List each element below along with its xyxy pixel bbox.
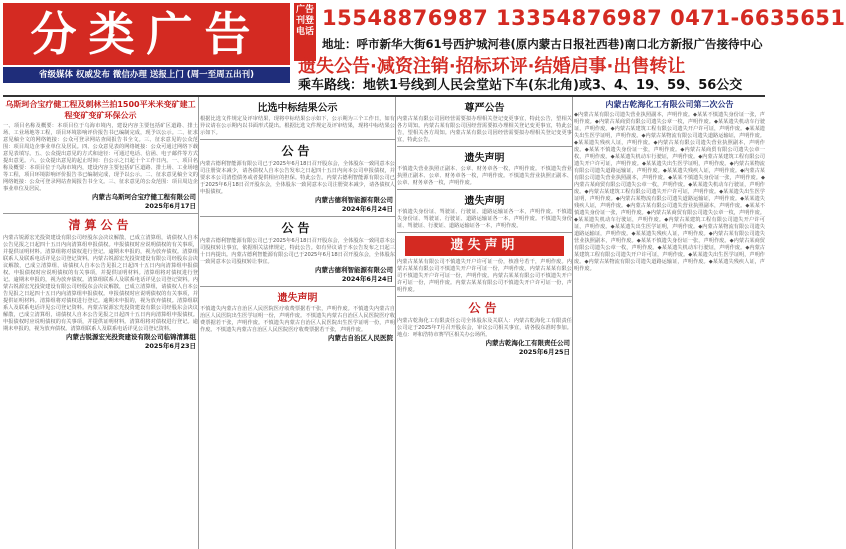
notice-title-banner: 遗失声明 — [405, 236, 564, 256]
notice-title: 清算公告 — [68, 218, 133, 232]
notice-signature-company: 内蒙古德利智能源有限公司 — [315, 196, 393, 204]
notice-signature-company: 内蒙古自治区人民医院 — [328, 334, 393, 342]
notice-signature-company: 内蒙古乾海化工有限责任公司 — [485, 339, 570, 347]
notice-title: 遗失声明 — [464, 153, 505, 164]
divider — [397, 189, 572, 190]
service-categories: 遗失公告·减资注销·招标环评·结婚启事·出售转让 — [298, 56, 686, 77]
divider — [397, 232, 572, 233]
notice-signature-company: 内蒙古乌斯珂合宝疗健工程有限公司 — [92, 193, 196, 201]
notice-title: 遗失声明 — [464, 196, 505, 207]
notice-signature-date: 2025年6月25日 — [518, 348, 570, 356]
notice-title: 公告 — [468, 301, 501, 315]
column-4 — [574, 97, 765, 549]
notice-signature-date: 2024年6月24日 — [341, 275, 393, 283]
brand-slogan: 省级媒体 权威发布 微信办理 送报上门 (周一至周五出刊) — [3, 67, 290, 83]
notice-title: 乌斯珂合宝疗健工程及刺林兰拍1500平米米变矿建工程变矿变矿环保公示 — [5, 100, 196, 120]
notice-body: 根据比选文件规定及评审结果，现将中标结果公示如下，公示期为三个工作日，如有异议请在公示期内以书面形式提出。根据比选文件规定及评审结果，现将中标结果公示如下。 — [200, 116, 395, 136]
notice-title: 公告 — [281, 144, 314, 158]
classified-columns — [3, 95, 765, 547]
notice-body: 内蒙古德利智能源有限公司已于2025年6月18日召开股东会，全体股东一致同意本公司股权转让事宜，依据相关法律规定，特此公告。如有异议请于本公告发布之日起三十日内提出。内蒙古德利智能源有限公司已于2025年6月18日召开股东会，全体股东一致同意本公司股权转让事宜。 — [200, 238, 395, 265]
contact-tag: 广告刊登电话 — [294, 3, 316, 61]
notice-title: 尊严公告 — [464, 103, 505, 114]
divider — [397, 296, 572, 297]
notice-title: 遗失声明 — [277, 293, 318, 304]
notice-title: 内蒙古乾海化工有限公司第二次公告 — [605, 100, 734, 109]
notice-body: 不慎遗失身份证、驾驶证、行驶证、道路运输证各一本，声明作废。不慎遗失身份证、驾驶证、行驶证、道路运输证各一本，声明作废。不慎遗失身份证、驾驶证、行驶证、道路运输证各一本，声明作废。 — [397, 209, 572, 229]
notice-body: 不慎遗失营业执照正副本、公章、财务章各一枚，声明作废。不慎遗失营业执照正副本、公章、财务章各一枚，声明作废。不慎遗失营业执照正副本、公章、财务章各一枚，声明作废。 — [397, 166, 572, 186]
divider — [3, 213, 198, 214]
notice-signature-company: 内蒙古德利智能源有限公司 — [315, 266, 393, 274]
notice-body: 内蒙古某有限公司因经营需要拟办理相关登记变更事宜，特此公告，望相关各方周知。内蒙古某有限公司因经营需要拟办理相关登记变更事宜，特此公告，望相关各方周知。内蒙古某有限公司因经营需要拟办理相关登记变更事宜，特此公告。 — [397, 116, 572, 143]
divider — [397, 146, 572, 147]
column-1 — [3, 97, 199, 549]
divider — [200, 216, 395, 217]
notice-title: 公告 — [281, 221, 314, 235]
notice-body: 内蒙古乾海化工有限责任公司全体股东及关联人：内蒙古乾海化工有限责任公司定于2025年7月召开股东会，审议公司相关事宜，请各股东准时参加。地点：呼和浩特市赛罕区相关办公场所。 — [397, 318, 572, 338]
transit-directions: 乘车路线：地铁1号线到人民会堂站下车(东北角)或3、4、19、59、56公交 — [298, 78, 743, 93]
notice-body: 内蒙古某某有限公司不慎遗失开户许可证一份，核准号若干，声明作废。内蒙古某某有限公司不慎遗失开户许可证一份，声明作废。内蒙古某某有限公司不慎遗失开户许可证一份，声明作废。内蒙古某某有限公司不慎遗失开户许可证一份，声明作废。内蒙古某某有限公司不慎遗失开户许可证一份，声明作废。 — [397, 259, 572, 293]
notice-body: 内蒙古德利智能源有限公司已于2025年6月18日召开股东会，全体股东一致同意本公司注册资本减少，请各债权人自本公告发布之日起四十五日内向本公司申报债权，并要求本公司清偿债务或者提供相应的担保。特此公告。内蒙古德利智能源有限公司已于2025年6月18日召开股东会，全体股东一致同意本公司注册资本减少，请各债权人申报债权。 — [200, 161, 395, 195]
notice-signature-company: 内蒙古锐源宏光投资建设有限公司临锦清算组 — [66, 333, 196, 341]
notice-body: 内蒙古锐源宏光投资建设有限公司经股东会决议解散，已成立清算组，请债权人自本公告见报之日起四十五日内向清算组申报债权。申报债权时应说明债权的有关事项，并提供证明材料。清算组将对债权进行登记。逾期未申报的，视为放弃债权。清算组联系人及联系电话详见公司登记资料。内蒙古锐源宏光投资建设有限公司经股东会决议解散，已成立清算组，请债权人自本公告见报之日起四十五日内向清算组申报债权。申报债权时应说明债权的有关事项，并提供证明材料。清算组将对债权进行登记。逾期未申报的，视为放弃债权。清算组联系人及联系电话详见公司登记资料。内蒙古锐源宏光投资建设有限公司经股东会决议解散，已成立清算组，请债权人自本公告见报之日起四十五日内向清算组申报债权。申报债权时应说明债权的有关事项，并提供证明材料。清算组将对债权进行登记。逾期未申报的，视为放弃债权。清算组联系人及联系电话详见公司登记资料。内蒙古锐源宏光投资建设有限公司经股东会决议解散，已成立清算组，请债权人自本公告见报之日起四十五日内向清算组申报债权。申报债权时应说明债权的有关事项，并提供证明材料。清算组将对债权进行登记。逾期未申报的，视为放弃债权。清算组联系人及联系电话详见公司登记资料。 — [3, 235, 198, 332]
column-3 — [397, 97, 573, 549]
notice-body: 不慎遗失内蒙古自治区人民医院医疗收费票据若干张，声明作废。不慎遗失内蒙古自治区人民医院出生医学证明一份，声明作废。不慎遗失内蒙古自治区人民医院医疗收费票据若干张，声明作废。不慎遗失内蒙古自治区人民医院出生医学证明一份，声明作废。不慎遗失内蒙古自治区人民医院医疗收费票据若干张，声明作废。 — [200, 306, 395, 333]
notice-signature-date: 2024年6月24日 — [341, 205, 393, 213]
divider — [200, 139, 395, 140]
notice-signature-date: 2025年6月17日 — [144, 202, 196, 210]
notice-body: 一、项目名称及概要：本项目位于乌海市境内，建设内容主要包括矿区道路、排土场、工业场地等工程，项目环境影响评价报告书已编制完成，现予以公示。二、征求意见稿全文的网络链接：公众可登录网站查阅报告书全文。三、征求意见的公众范围：项目周边企事业单位及居民。四、公众意见表的网络链接：公众可通过网络下载意见表填写。五、公众提出意见的方式和途径：可通过电话、信函、电子邮件等方式提出意见。六、公众提出意见的起止时间：自公示之日起十个工作日内。一、项目名称及概要：本项目位于乌海市境内，建设内容主要包括矿区道路、排土场、工业场地等工程，项目环境影响评价报告书已编制完成，现予以公示。二、征求意见稿全文的网络链接：公众可登录网站查阅报告书全文。三、征求意见的公众范围：项目周边企事业单位及居民。 — [3, 123, 198, 192]
brand-block — [3, 3, 290, 65]
column-2 — [200, 97, 396, 549]
divider — [200, 286, 395, 287]
office-address: 地址：呼市新华大街61号西护城河巷(原内蒙古日报社西巷)南口北方新报广告接待中心 — [322, 37, 763, 51]
brand-title: 分类广告 — [30, 7, 263, 61]
notice-signature-date: 2025年6月23日 — [144, 342, 196, 350]
masthead — [0, 0, 846, 93]
notice-title: 比选中标结果公示 — [257, 103, 338, 114]
phone-numbers: 15548876987 13354876987 0471-6635651 — [322, 6, 846, 30]
notice-body: ◆内蒙古某有限公司遗失营业执照副本，声明作废。◆某某不慎遗失身份证一张，声明作废。◆内蒙古某商贸有限公司遗失公章一枚，声明作废。◆某某遗失机动车行驶证，声明作废。◆内蒙古某建筑工程有限公司遗失开户许可证，声明作废。◆某某遗失出生医学证明，声明作废。◆内蒙古某物流有限公司遗失道路运输证，声明作废。◆某某遗失残疾人证，声明作废。◆内蒙古某有限公司遗失营业执照副本，声明作废。◆某某不慎遗失身份证一张，声明作废。◆内蒙古某商贸有限公司遗失公章一枚，声明作废。◆某某遗失机动车行驶证，声明作废。◆内蒙古某建筑工程有限公司遗失开户许可证，声明作废。◆某某遗失出生医学证明，声明作废。◆内蒙古某物流有限公司遗失道路运输证，声明作废。◆某某遗失残疾人证，声明作废。◆内蒙古某有限公司遗失营业执照副本，声明作废。◆某某不慎遗失身份证一张，声明作废。◆内蒙古某商贸有限公司遗失公章一枚，声明作废。◆某某遗失机动车行驶证，声明作废。◆内蒙古某建筑工程有限公司遗失开户许可证，声明作废。◆某某遗失出生医学证明，声明作废。◆内蒙古某物流有限公司遗失道路运输证，声明作废。◆某某遗失残疾人证，声明作废。◆内蒙古某有限公司遗失营业执照副本，声明作废。◆某某不慎遗失身份证一张，声明作废。◆内蒙古某商贸有限公司遗失公章一枚，声明作废。◆某某遗失机动车行驶证，声明作废。◆内蒙古某建筑工程有限公司遗失开户许可证，声明作废。◆某某遗失出生医学证明，声明作废。◆内蒙古某物流有限公司遗失道路运输证，声明作废。◆某某遗失残疾人证，声明作废。◆内蒙古某有限公司遗失营业执照副本，声明作废。◆某某不慎遗失身份证一张，声明作废。◆内蒙古某商贸有限公司遗失公章一枚，声明作废。◆某某遗失机动车行驶证，声明作废。◆内蒙古某建筑工程有限公司遗失开户许可证，声明作废。◆某某遗失出生医学证明，声明作废。◆内蒙古某物流有限公司遗失道路运输证，声明作废。◆某某遗失残疾人证，声明作废。 — [574, 112, 765, 272]
